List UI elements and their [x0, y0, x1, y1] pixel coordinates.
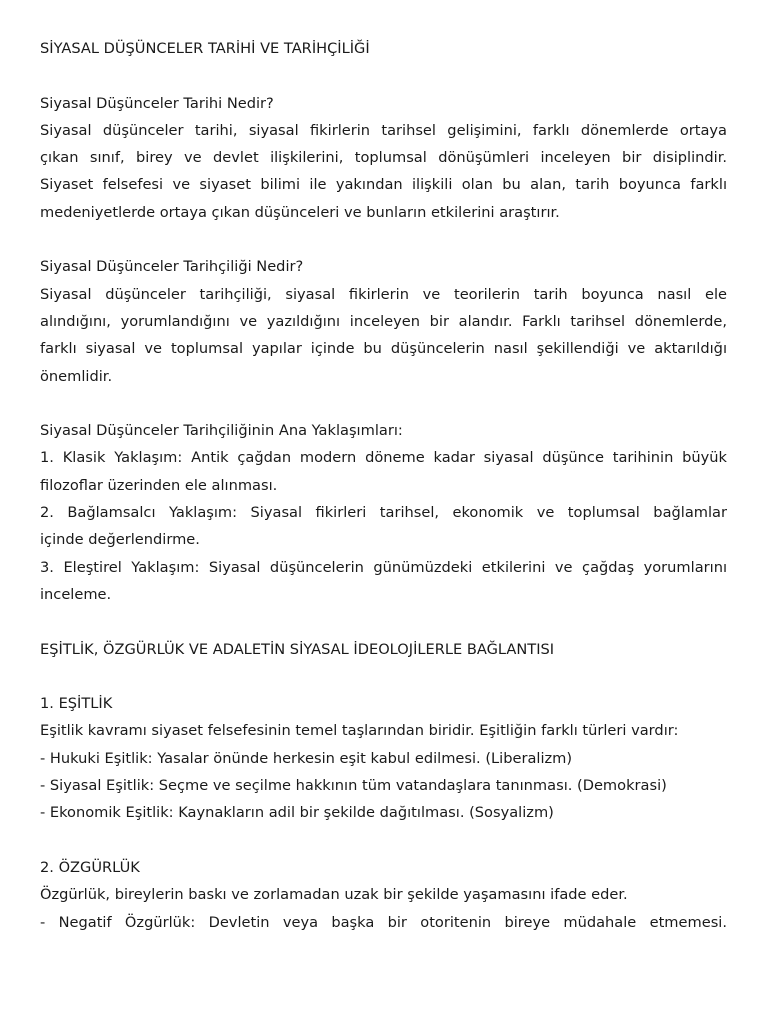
spacer — [40, 62, 727, 89]
spacer — [40, 226, 727, 253]
paragraph-line: önemlidir. — [40, 367, 113, 385]
list-item-line: - Ekonomik Eşitlik: Kaynakların adil bir şekilde dağıtılması. (Sosyalizm) — [40, 804, 554, 822]
section-heading: Siyasal Düşünceler Tarihçiliği Nedir? — [40, 258, 304, 276]
paragraph-line: Özgürlük, bireylerin baskı ve zorlamadan uzak bir şekilde yaşamasını ifade eder. — [40, 886, 628, 904]
paragraph-line: Eşitlik kavramı siyaset felsefesinin temel taşlarından biridir. Eşitliğin farklı türleri vardır: — [40, 722, 679, 740]
paragraph-line: medeniyetlerde ortaya çıkan düşünceleri ve bunların etkilerini araştırır. — [40, 203, 560, 221]
paragraph-line: Siyasal düşünceler tarihçiliği, siyasal fikirlerin ve teorilerin tarih boyunca nasıl ele — [40, 285, 727, 303]
list-item-line: filozoflar üzerinden ele alınması. — [40, 476, 278, 494]
section-heading: Siyasal Düşünceler Tarihçiliğinin Ana Yaklaşımları: — [40, 422, 403, 440]
list-item-line: inceleme. — [40, 585, 112, 603]
paragraph-line: Siyasal düşünceler tarihi, siyasal fikirlerin tarihsel gelişimini, farklı dönemlerde ortaya — [40, 121, 727, 139]
paragraph-line: farklı siyasal ve toplumsal yapılar içinde bu düşüncelerin nasıl şekillendiği ve aktarıldığı — [40, 340, 727, 358]
list-item-line: - Hukuki Eşitlik: Yasalar önünde herkesin eşit kabul edilmesi. (Liberalizm) — [40, 749, 573, 767]
spacer — [40, 608, 727, 635]
section-heading: 1. EŞİTLİK — [40, 695, 113, 713]
document-title: SİYASAL DÜŞÜNCELER TARİHİ VE TARİHÇİLİĞİ — [40, 40, 370, 57]
list-item-line: 2. Bağlamsalcı Yaklaşım: Siyasal fikirleri tarihsel, ekonomik ve toplumsal bağlamlar — [40, 504, 727, 522]
list-item-line: içinde değerlendirme. — [40, 531, 200, 549]
section-heading: 2. ÖZGÜRLÜK — [40, 858, 140, 876]
spacer — [40, 827, 727, 854]
paragraph-line: çıkan sınıf, birey ve devlet ilişkilerini, toplumsal dönüşümleri inceleyen bir disiplindir. — [40, 149, 727, 167]
paragraph-line: Siyaset felsefesi ve siyaset bilimi ile yakından ilişkili olan bu alan, tarih boyunca farklı — [40, 176, 727, 194]
document-title: EŞİTLİK, ÖZGÜRLÜK VE ADALETİN SİYASAL İDEOLOJİLERLE BAĞLANTISI — [40, 640, 555, 658]
paragraph-line: alındığını, yorumlandığını ve yazıldığını inceleyen bir alandır. Farklı tarihsel dönemlerde, — [40, 312, 727, 330]
document-page — [40, 35, 727, 936]
spacer — [40, 663, 727, 690]
spacer — [40, 390, 727, 417]
list-item-line: 3. Eleştirel Yaklaşım: Siyasal düşüncelerin günümüzdeki etkilerini ve çağdaş yorumlarını — [40, 558, 727, 576]
list-item-line: - Siyasal Eşitlik: Seçme ve seçilme hakkının tüm vatandaşlara tanınması. (Demokrasi) — [40, 777, 667, 795]
list-item-line: - Negatif Özgürlük: Devletin veya başka bir otoritenin bireye müdahale etmemesi. — [40, 913, 727, 931]
list-item-line: 1. Klasik Yaklaşım: Antik çağdan modern döneme kadar siyasal düşünce tarihinin büyük — [40, 449, 727, 467]
section-heading: Siyasal Düşünceler Tarihi Nedir? — [40, 94, 274, 112]
